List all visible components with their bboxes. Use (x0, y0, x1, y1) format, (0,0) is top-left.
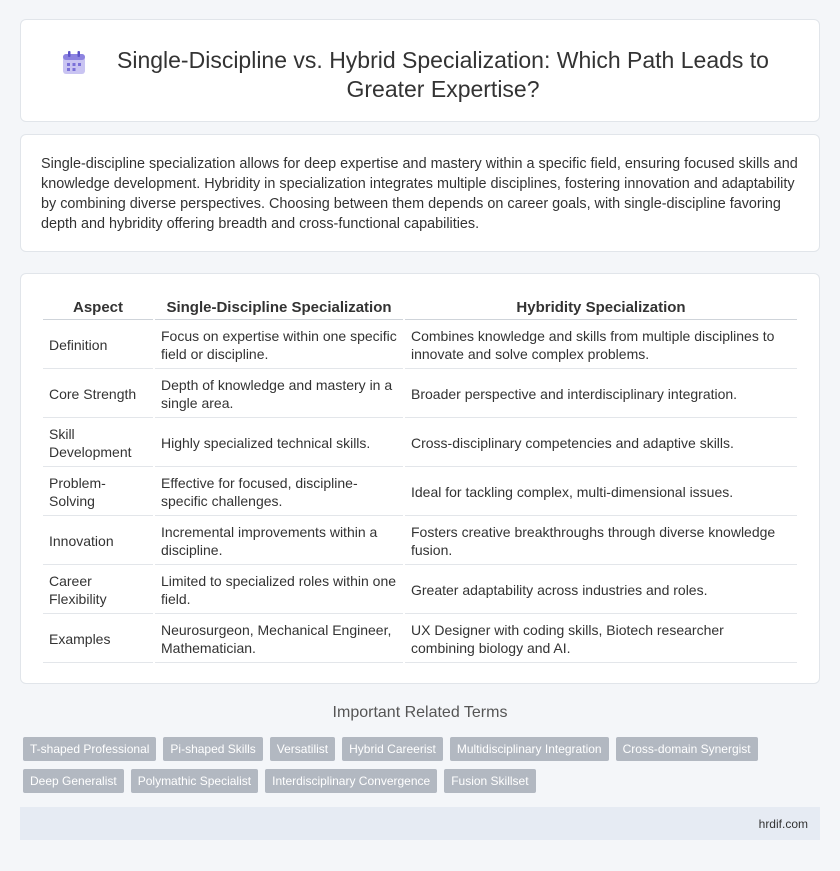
cell-hybrid: Cross-disciplinary competencies and adaptive skills. (405, 420, 797, 467)
table-row (43, 322, 797, 369)
table-row (43, 420, 797, 467)
footer (20, 807, 820, 840)
table-header-row (43, 296, 797, 320)
table-row (43, 518, 797, 565)
cell-aspect: Career Flexibility (43, 567, 153, 614)
table-row (43, 469, 797, 516)
table-row (43, 371, 797, 418)
tag-cross-domain-synergist[interactable]: Cross-domain Synergist (616, 737, 758, 761)
related-terms-tags (23, 737, 803, 801)
comparison-table (41, 294, 799, 665)
cell-single: Limited to specialized roles within one field. (155, 567, 403, 614)
cell-hybrid: Fosters creative breakthroughs through diverse knowledge fusion. (405, 518, 797, 565)
cell-aspect: Definition (43, 322, 153, 369)
header-single-discipline: Single-Discipline Specialization (155, 296, 403, 320)
tag-polymathic-specialist[interactable]: Polymathic Specialist (131, 769, 258, 793)
cell-hybrid: Ideal for tackling complex, multi-dimensional issues. (405, 469, 797, 516)
related-terms-title: Important Related Terms (332, 704, 508, 721)
cell-aspect: Skill Development (43, 420, 153, 467)
table-row (43, 616, 797, 663)
cell-aspect: Problem-Solving (43, 469, 153, 516)
cell-hybrid: UX Designer with coding skills, Biotech researcher combining biology and AI. (405, 616, 797, 663)
cell-hybrid: Broader perspective and interdisciplinary integration. (405, 371, 797, 418)
cell-hybrid: Combines knowledge and skills from multiple disciplines to innovate and solve complex problems. (405, 322, 797, 369)
tag-interdisciplinary-convergence[interactable]: Interdisciplinary Convergence (265, 769, 437, 793)
tag-fusion-skillset[interactable]: Fusion Skillset (444, 769, 535, 793)
intro-card (20, 134, 820, 252)
tag-t-shaped-professional[interactable]: T-shaped Professional (23, 737, 156, 761)
calendar-icon (61, 50, 87, 76)
tag-versatilist[interactable]: Versatilist (270, 737, 335, 761)
cell-aspect: Innovation (43, 518, 153, 565)
tag-hybrid-careerist[interactable]: Hybrid Careerist (342, 737, 443, 761)
tag-pi-shaped-skills[interactable]: Pi-shaped Skills (163, 737, 262, 761)
header-card (20, 19, 820, 122)
cell-single: Depth of knowledge and mastery in a single area. (155, 371, 403, 418)
footer-site-link[interactable]: hrdif.com (758, 817, 808, 831)
table-row (43, 567, 797, 614)
cell-single: Incremental improvements within a discipline. (155, 518, 403, 565)
cell-single: Neurosurgeon, Mechanical Engineer, Mathematician. (155, 616, 403, 663)
header-aspect: Aspect (43, 296, 153, 320)
header-hybridity: Hybridity Specialization (405, 296, 797, 320)
cell-aspect: Core Strength (43, 371, 153, 418)
cell-aspect: Examples (43, 616, 153, 663)
comparison-card (20, 273, 820, 684)
intro-paragraph: Single-discipline specialization allows for deep expertise and mastery within a specific field, ensuring focused skills and knowledge development. Hybridity in specialization integrates multiple disciplines, fostering innovation and adaptability by combining diverse perspectives. Choosing between them depends on career goals, with single-discipline favoring depth and hybridity offering breadth and cross-functional capabilities. (41, 156, 798, 232)
page-title: Single-Discipline vs. Hybrid Specialization: Which Path Leads to Greater Expertise? (117, 47, 769, 102)
cell-hybrid: Greater adaptability across industries and roles. (405, 567, 797, 614)
tag-multidisciplinary-integration[interactable]: Multidisciplinary Integration (450, 737, 609, 761)
cell-single: Effective for focused, discipline-specific challenges. (155, 469, 403, 516)
cell-single: Focus on expertise within one specific field or discipline. (155, 322, 403, 369)
cell-single: Highly specialized technical skills. (155, 420, 403, 467)
tag-deep-generalist[interactable]: Deep Generalist (23, 769, 124, 793)
